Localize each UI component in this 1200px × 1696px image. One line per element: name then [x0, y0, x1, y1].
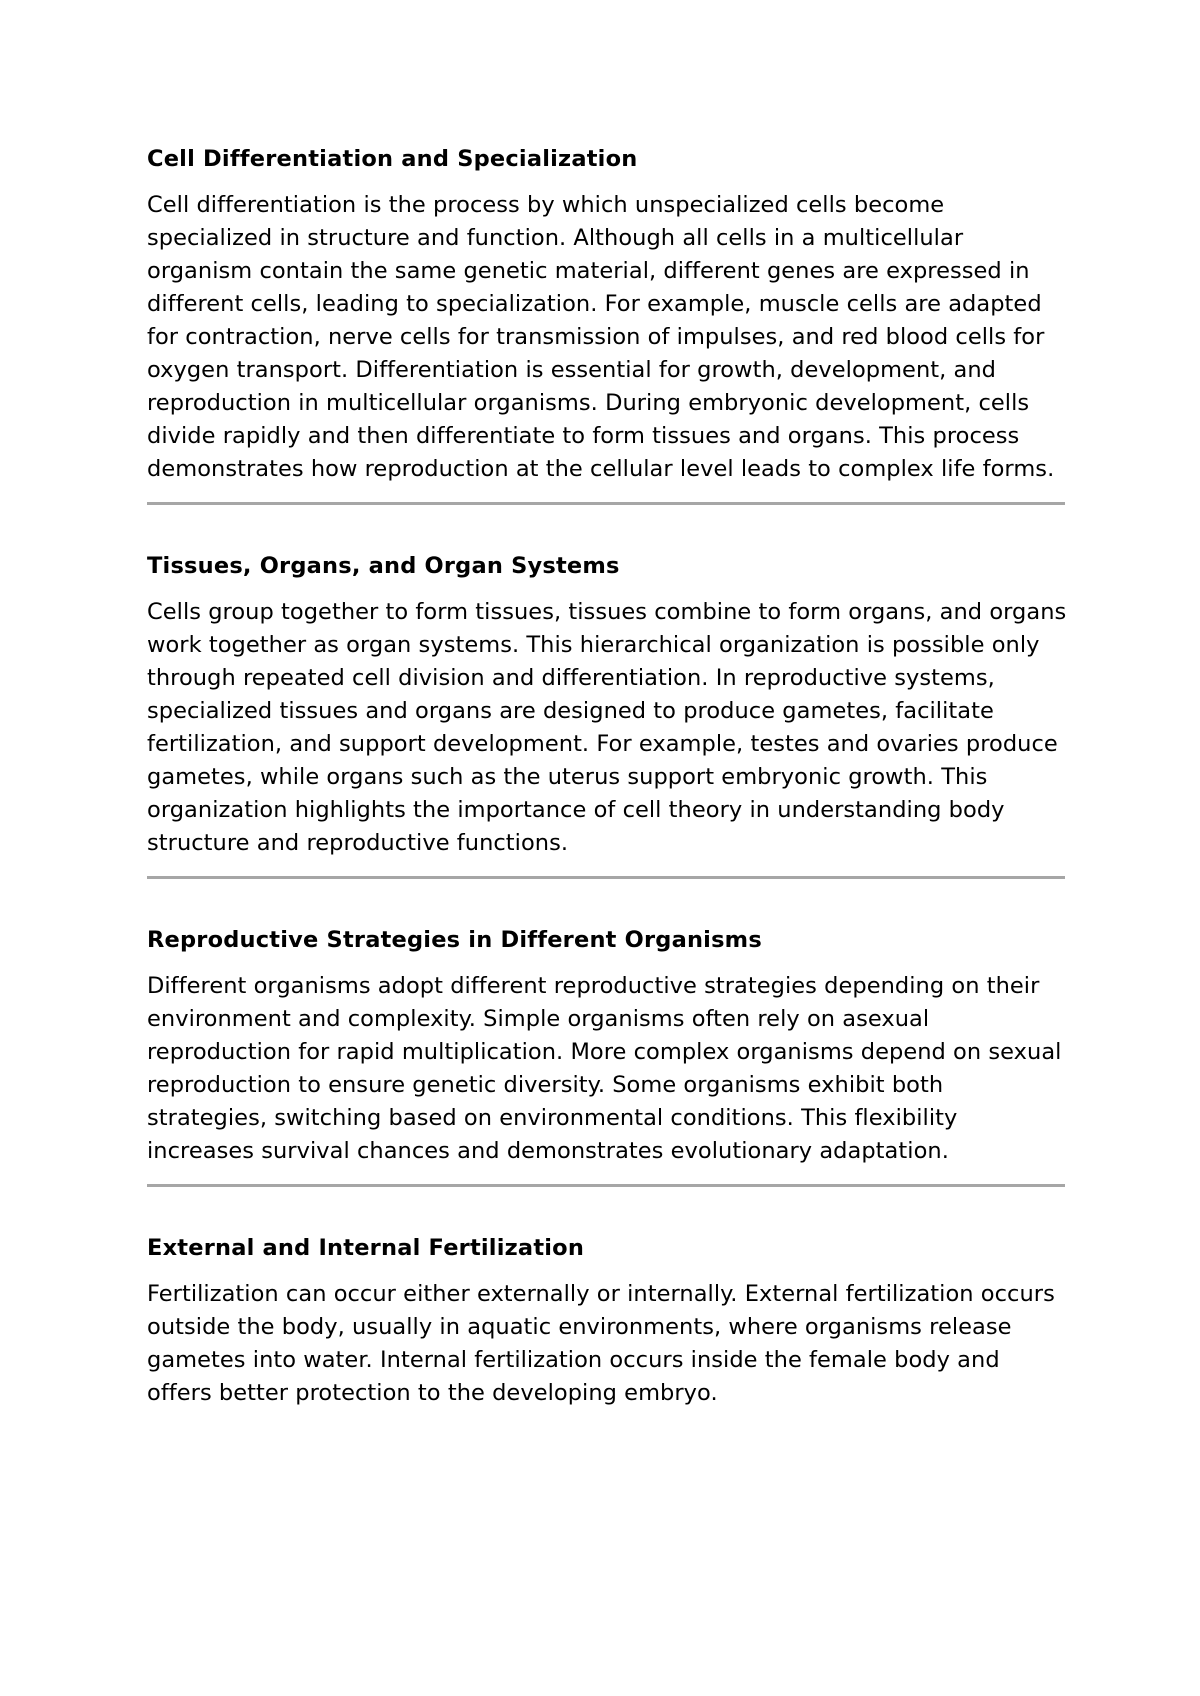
section-title: Cell Differentiation and Specialization — [147, 146, 638, 172]
section-reproductive-strategies — [147, 924, 1067, 1168]
section-title: Tissues, Organs, and Organ Systems — [147, 553, 620, 579]
section-divider — [147, 876, 1065, 879]
section-body: Different organisms adopt different reproductive strategies depending on their environment and complexity. Simple organisms often rely on asexual reproduction for rapid multiplication. More complex organisms depend on sexual reproduction to ensure genetic diversity. Some organisms exhibit both strategies, switching based on environmental conditions. This flexibility increases survival chances and demonstrates evolutionary adaptation. — [147, 973, 1062, 1164]
section-fertilization — [147, 1232, 1067, 1410]
section-title: Reproductive Strategies in Different Organisms — [147, 927, 762, 953]
section-cell-differentiation — [147, 143, 1067, 486]
section-body: Cells group together to form tissues, tissues combine to form organs, and organs work together as organ systems. This hierarchical organization is possible only through repeated cell division and differentiation. In reproductive systems, specialized tissues and organs are designed to produce gametes, facilitate fertilization, and support development. For example, testes and ovaries produce gametes, while organs such as the uterus support embryonic growth. This organization highlights the importance of cell theory in understanding body structure and reproductive functions. — [147, 599, 1067, 856]
document-page — [147, 143, 1067, 1410]
section-tissues-organs — [147, 550, 1067, 860]
section-divider — [147, 1184, 1065, 1187]
section-title: External and Internal Fertilization — [147, 1235, 585, 1261]
section-body: Cell differentiation is the process by which unspecialized cells become specialized in structure and function. Although all cells in a multicellular organism contain the same genetic material, different genes are expressed in different cells, leading to specialization. For example, muscle cells are adapted for contraction, nerve cells for transmission of impulses, and red blood cells for oxygen transport. Differentiation is essential for growth, development, and reproduction in multicellular organisms. During embryonic development, cells divide rapidly and then differentiate to form tissues and organs. This process demonstrates how reproduction at the cellular level leads to complex life forms. — [147, 192, 1055, 482]
section-body: Fertilization can occur either externally or internally. External fertilization occurs outside the body, usually in aquatic environments, where organisms release gametes into water. Internal fertilization occurs inside the female body and offers better protection to the developing embryo. — [147, 1281, 1055, 1406]
section-divider — [147, 502, 1065, 505]
